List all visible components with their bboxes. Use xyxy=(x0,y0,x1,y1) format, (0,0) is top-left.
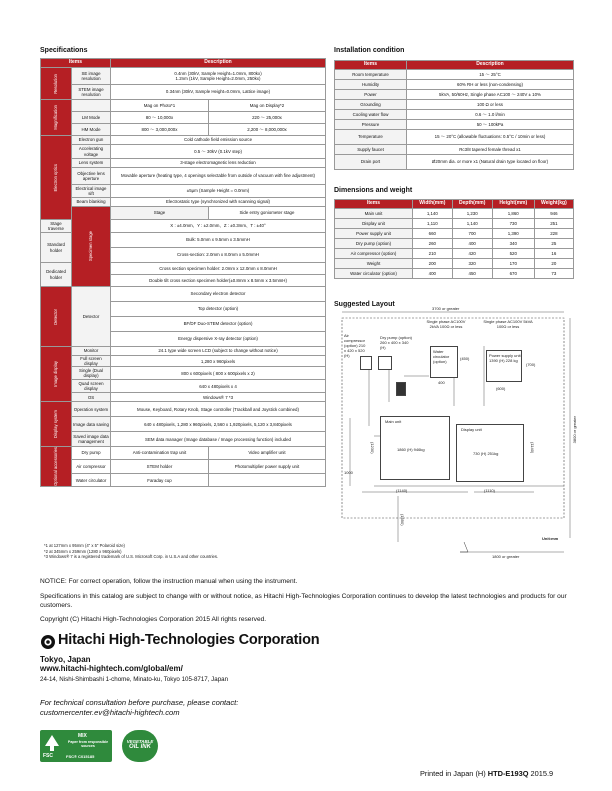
install-col-items: Items xyxy=(335,61,407,70)
dims-value: 946 xyxy=(534,209,573,219)
trav-item: Stage traverse xyxy=(41,220,72,233)
dims-row xyxy=(335,239,574,249)
save-item: Image data saving xyxy=(72,417,111,432)
dims-value: 1,110 xyxy=(413,219,453,229)
det-item: Detector xyxy=(72,287,111,347)
col-items: Items xyxy=(41,59,111,68)
install-row xyxy=(335,80,574,90)
hm-display: 2,200 ～ 8,000,000x xyxy=(208,124,325,136)
veg-line1: VEGETABLE xyxy=(126,739,154,744)
hitachi-inspire-icon xyxy=(40,634,56,650)
full-value: 1,280 x 960pixels xyxy=(111,356,326,367)
install-item: Drain port xyxy=(335,155,407,170)
dims-value: 670 xyxy=(492,269,534,279)
dims-value: 340 xyxy=(492,239,534,249)
opt-water-circulator: Water circulator xyxy=(72,474,111,487)
dims-col-header: Items xyxy=(335,200,413,209)
dims-row xyxy=(335,229,574,239)
obj-value: Movable aperture (heating type, 4 openings selectable from outside of vacuum with fine adjustment) xyxy=(111,168,326,185)
install-row xyxy=(335,130,574,145)
ded-value-2: Double tilt cross section specimen holder(±0.8mm x 8.5mm x 3.5mmH) xyxy=(111,275,326,287)
mag-photo: Mag on Photo*1 xyxy=(111,100,209,112)
dims-value: 170 xyxy=(492,259,534,269)
blank-value: Electrostatic type (synchronized with scanning signal) xyxy=(111,198,326,207)
obj-item: Objective lens aperture xyxy=(72,168,111,185)
layout-title: Suggested Layout xyxy=(334,301,395,308)
dim-700: (700) xyxy=(526,362,536,367)
units-label: Unit:mm xyxy=(542,536,559,541)
install-row xyxy=(335,110,574,120)
stem-value: 0.34nm (30kV, Sample Height=0.0mm, Lattice image) xyxy=(111,85,326,100)
dims-value: 73 xyxy=(534,269,573,279)
company-url[interactable]: www.hitachi-hightech.com/global/em/ xyxy=(40,664,183,673)
air-compressor-label: Air compressor (option) 210 x 420 x 520 (H) xyxy=(344,333,366,358)
install-row xyxy=(335,70,574,80)
dim-1650: (1650) xyxy=(400,514,405,526)
dims-row xyxy=(335,259,574,269)
trav-value: X : ±4.0mm、Y : ±2.0mm、Z : ±0.3mm、T : ±40° xyxy=(111,220,326,233)
det-stem: BF/DF Duo-STEM detector (option) xyxy=(111,317,326,332)
company-name: Hitachi High-Technologies Corporation xyxy=(58,632,320,648)
quad-item: Quad screen display xyxy=(72,380,111,393)
fsc-text: Paper from responsible sources xyxy=(67,740,109,748)
dimensions-table xyxy=(334,199,574,279)
lm-display: 220 ～ 25,000x xyxy=(208,112,325,124)
mag-display: Mag on Display*2 xyxy=(208,100,325,112)
install-col-desc: Description xyxy=(407,61,574,70)
dim-1110: (1110) xyxy=(484,488,495,493)
group-resolution: Resolution xyxy=(41,68,72,100)
install-value: Ø20mm dia. or more x1 (Natural drain type located on floor) xyxy=(407,155,574,170)
dims-value: 450 xyxy=(452,269,492,279)
fsc-logo-text: FSC xyxy=(43,753,53,759)
acc-item: Accelerating voltage xyxy=(72,145,111,159)
dim-600: (600) xyxy=(496,386,506,391)
ded-item: Dedicated holder xyxy=(41,263,72,287)
copyright-text: Copyright (C) Hitachi High-Technologies Corporation 2015 All rights reserved. xyxy=(40,616,267,623)
dims-value: 200 xyxy=(413,259,453,269)
op-value: Mouse, Keyboard, Rotary Knob, Stage controller (Trackball and Joystick combined) xyxy=(111,402,326,417)
air-compressor-box xyxy=(360,356,372,370)
dims-value: 1,140 xyxy=(413,209,453,219)
dims-value: 1,140 xyxy=(452,219,492,229)
single-item: Single (Dual display) xyxy=(72,367,111,380)
shift-item: Electrical image sift xyxy=(72,185,111,198)
opt-video-amp: Video amplifier unit xyxy=(208,447,325,460)
install-value: 5kVA, 50/60Hz, Single phase AC100 ～ 240V ± 10% xyxy=(407,90,574,100)
dim-left: 1000 xyxy=(344,470,353,475)
se-item: SE image resolution xyxy=(72,68,111,85)
dims-value: 210 xyxy=(413,249,453,259)
mgmt-value: SEM data manager (Image database / Image processing function) included xyxy=(111,432,326,447)
dims-value: 1,860 xyxy=(492,209,534,219)
opt-faraday-cup: Faraday cup xyxy=(111,474,209,487)
printed-info xyxy=(420,769,553,778)
dims-value: 251 xyxy=(534,219,573,229)
std-value-1: Bulk: 5.0mm x 9.5mm x 3.5mmH xyxy=(111,233,326,248)
lm-photo: 80 ～ 10,000x xyxy=(111,112,209,124)
change-notice-text: Specifications in this catalog are subject to change with or without notice, as Hitachi High-Technologies Corporation continues to develop the latest technologies and products for our customers. xyxy=(40,593,567,610)
opt-dry-pump: Dry pump xyxy=(72,447,111,460)
install-item: Grounding xyxy=(335,100,407,110)
dry-pump-box xyxy=(378,356,392,370)
dims-value: 420 xyxy=(452,249,492,259)
se-value: 0.4nm (30kV, Sample Height=1.0mm, 800kx) 1.2nm (1kV, Sample Height=2.0mm, 250kx) xyxy=(111,68,326,85)
install-item: Pressure xyxy=(335,120,407,130)
dims-value: 228 xyxy=(534,229,573,239)
spec-notes xyxy=(44,543,324,560)
dims-item: Dry pump (option) xyxy=(335,239,413,249)
dims-value: 25 xyxy=(534,239,573,249)
dims-value: 700 xyxy=(452,229,492,239)
dims-value: 320 xyxy=(452,259,492,269)
install-row xyxy=(335,155,574,170)
note-3: *3 Windows® 7 is a registered trademark of U.S. Microsoft Corp. in U.S.A and other countries. xyxy=(44,554,219,560)
dims-row xyxy=(335,219,574,229)
fsc-code: FSC® C015185 xyxy=(66,754,95,759)
hm-photo: 800 ～ 3,000,000x xyxy=(111,124,209,136)
install-item: Cooling water flow xyxy=(335,110,407,120)
dims-value: 660 xyxy=(413,229,453,239)
mgmt-item: Saved image data management xyxy=(72,432,111,447)
group-electron-optics: Electron optics xyxy=(41,136,72,220)
dims-value: 730 xyxy=(492,219,534,229)
outlet-5kva: Single phase AC100V 5kVA 100Ω or less xyxy=(483,319,533,329)
dim-bottom: 1800 or greater xyxy=(492,554,520,559)
std-item: Standard holder xyxy=(41,233,72,263)
install-item: Supply faucet xyxy=(335,145,407,155)
install-item: Power xyxy=(335,90,407,100)
stage-value: Side entry goniometer stage xyxy=(208,207,325,220)
dims-row xyxy=(335,249,574,259)
install-row xyxy=(335,90,574,100)
lm-item: LM Mode xyxy=(72,112,111,124)
opt-air-compressor: Air compressor xyxy=(72,459,111,474)
install-item: Room temperature xyxy=(335,70,407,80)
group-image-display: Image display xyxy=(41,347,72,402)
company-address: 24-14, Nishi-Shimbashi 1-chome, Minato-ku, Tokyo 105-8717, Japan xyxy=(40,676,229,683)
det-top: Top detector (option) xyxy=(111,302,326,317)
stage-item: Stage xyxy=(111,207,209,220)
dims-col-header: Depth(mm) xyxy=(452,200,492,209)
layout-diagram xyxy=(334,306,580,564)
fsc-badge xyxy=(40,730,112,762)
dims-col-header: Weight(kg) xyxy=(534,200,573,209)
notice-text: NOTICE: For correct operation, follow the instruction manual when using the instrument. xyxy=(40,578,298,585)
printed-date: 2015.9 xyxy=(528,769,554,778)
blank-item: Beam blanking xyxy=(72,198,111,207)
mon-value: 24.1 type wide screen LCD (subject to change without notice) xyxy=(111,347,326,356)
opt-anti-contamination: Anti-contamination trap unit xyxy=(111,447,209,460)
install-value: 15 ～ 20°C (allowable fluctuations: 0.5°C / 10min or less) xyxy=(407,130,574,145)
lens-item: Lens system xyxy=(72,159,111,168)
install-item: Humidity xyxy=(335,80,407,90)
os-value: Windows® 7 *3 xyxy=(111,393,326,402)
dims-item: Weight xyxy=(335,259,413,269)
note-1: *1 at 127mm x 95mm (4" x 5" Polaroid size) xyxy=(44,543,125,548)
vegetable-oil-ink-badge xyxy=(122,730,158,762)
company-logo xyxy=(40,632,330,652)
opt-stem-holder: STEM holder xyxy=(111,459,209,474)
install-row xyxy=(335,145,574,155)
power-supply-box: Power supply unit 1390 (H) 228 kg xyxy=(486,350,522,382)
catalog-code: HTD-E193Q xyxy=(487,769,529,778)
dims-value: 400 xyxy=(452,239,492,249)
dry-pump-label: Dry pump (option) 260 x 400 x 340 (H) xyxy=(380,335,413,350)
install-value: 0.6 ～ 1.0 l/min xyxy=(407,110,574,120)
mon-item: Monitor xyxy=(72,347,111,356)
lens-value: 3-stage electromagnetic lens reduction xyxy=(111,159,326,168)
install-value: 50 ～ 100kPa xyxy=(407,120,574,130)
company-city: Tokyo, Japan xyxy=(40,655,91,664)
dims-value: 400 xyxy=(413,269,453,279)
group-specimen-stage: Specimen stage xyxy=(72,207,111,287)
outlet-2kva: Single phase AC100V 2kVA 100Ω or less xyxy=(426,319,466,329)
install-row xyxy=(335,120,574,130)
save-value: 640 x 480pixels, 1,280 x 960pixels, 2,560 x 1,920pixels, 5,120 x 3,840pixels xyxy=(111,417,326,432)
opt-pmt-psu: Photomultiplier power supply unit xyxy=(208,459,325,474)
acc-value: 0.5 ～ 30kV (0.1kV step) xyxy=(111,145,326,159)
group-magnification: Magnification xyxy=(41,100,72,136)
col-description: Description xyxy=(111,59,326,68)
shift-value: ±5μm (Sample Height = 0.0mm) xyxy=(111,185,326,198)
dimensions-title: Dimensions and weight xyxy=(334,187,413,194)
dims-item: Water circulator (option) xyxy=(335,269,413,279)
dims-row xyxy=(335,269,574,279)
op-item: Operation system xyxy=(72,402,111,417)
main-unit-box: Main unit 1860 (H) 946kg xyxy=(380,416,450,480)
dim-1140a: (1140) xyxy=(396,488,408,493)
os-item: OS xyxy=(72,393,111,402)
contact-email[interactable]: customercenter.ev@hitachi-hightech.com xyxy=(40,708,180,717)
dim-1140b: (1140) xyxy=(530,442,535,454)
single-value: 800 x 600pixels ( 800 x 600pixels x 2) xyxy=(111,367,326,380)
specifications-title: Specifications xyxy=(40,47,88,54)
gun-item: Electron gun xyxy=(72,136,111,145)
dims-value: 520 xyxy=(492,249,534,259)
dim-450: (450) xyxy=(460,356,470,361)
dims-row xyxy=(335,209,574,219)
dims-item: Air compressor (option) xyxy=(335,249,413,259)
dims-item: Main unit xyxy=(335,209,413,219)
dim-400: 400 xyxy=(438,380,445,385)
install-value: 60% RH or less (non-condensing) xyxy=(407,80,574,90)
dim-top: 3700 or greater xyxy=(432,306,460,311)
hm-item: HM Mode xyxy=(72,124,111,136)
controller-box xyxy=(396,382,406,396)
veg-line2: OIL INK xyxy=(129,744,151,750)
dims-value: 260 xyxy=(413,239,453,249)
stem-item: STEM image resolution xyxy=(72,85,111,100)
dim-right: 3800 or greater xyxy=(572,416,577,444)
contact-line: For technical consultation before purchase, please contact: xyxy=(40,698,239,707)
install-value: Rc3/8 tapered female thread x1 xyxy=(407,145,574,155)
tree-icon xyxy=(43,734,61,752)
install-row xyxy=(335,100,574,110)
det-edx: Energy dispersive X-ray detector (option) xyxy=(111,332,326,347)
dim-1230: (1230) xyxy=(370,442,375,454)
dims-col-header: Height(mm) xyxy=(492,200,534,209)
note-2: *2 at 345mm x 259mm (1280 x 960pixels) xyxy=(44,548,122,554)
quad-value: 640 x 480pixels x 4 xyxy=(111,380,326,393)
dims-value: 16 xyxy=(534,249,573,259)
dims-item: Power supply unit xyxy=(335,229,413,239)
dims-col-header: Width(mm) xyxy=(413,200,453,209)
display-unit-box: Display unit 730 (H) 251kg xyxy=(456,424,524,482)
gun-value: Cold cathode field emission source xyxy=(111,136,326,145)
dims-item: Display unit xyxy=(335,219,413,229)
installation-title: Installation condition xyxy=(334,47,405,54)
group-detector: Detector xyxy=(41,287,72,347)
ded-value-1: Cross section specimen holder: 2.0mm x 12.0mm x 8.0mmH xyxy=(111,263,326,275)
dims-value: 1,230 xyxy=(452,209,492,219)
dims-value: 20 xyxy=(534,259,573,269)
det-se: Secondary electron detector xyxy=(111,287,326,302)
group-display-system: Display system xyxy=(41,402,72,447)
group-optional-accessories: Optional accessories xyxy=(41,447,72,487)
install-item: Temperature xyxy=(335,130,407,145)
specifications-table xyxy=(40,58,326,487)
water-circulator-box: Water circulator (option) xyxy=(430,346,458,378)
fsc-mix: MIX xyxy=(78,733,87,739)
dims-value: 1,390 xyxy=(492,229,534,239)
install-value: 100 Ω or less xyxy=(407,100,574,110)
installation-table xyxy=(334,60,574,170)
printed-text: Printed in Japan (H) xyxy=(420,769,488,778)
install-value: 15 ～ 25°C xyxy=(407,70,574,80)
full-item: Full screen display xyxy=(72,356,111,367)
std-value-2: Cross-section: 2.0mm x 8.0mm x 5.0mmH xyxy=(111,248,326,263)
